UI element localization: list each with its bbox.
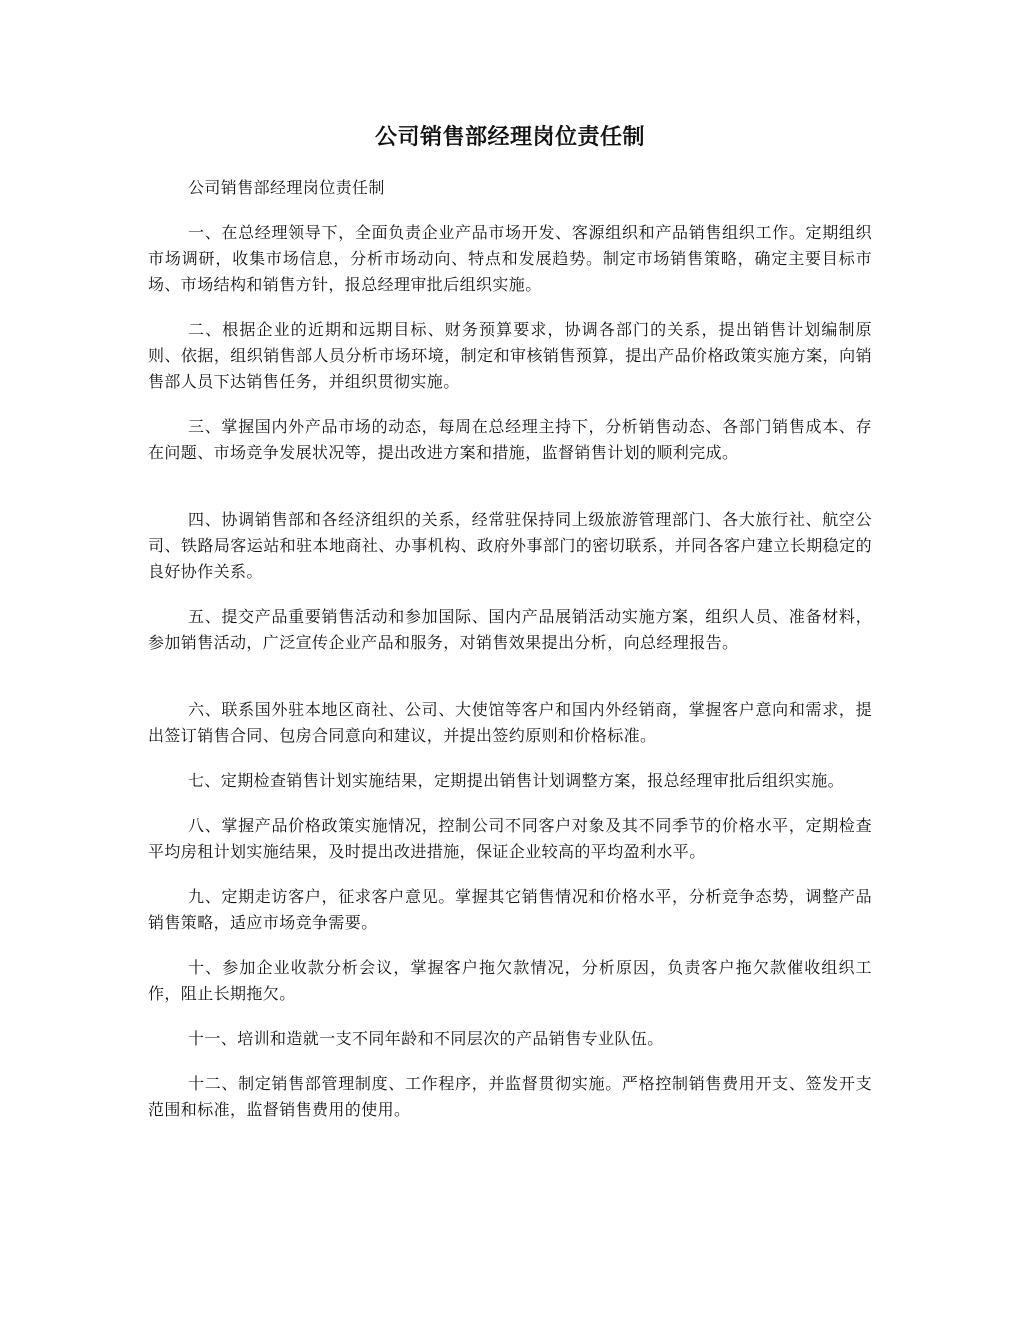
- paragraph-3: 三、掌握国内外产品市场的动态，每周在总经理主持下，分析销售动态、各部门销售成本、存在问题、市场竞争发展状况等，提出改进方案和措施，监督销售计划的顺利完成。: [148, 417, 872, 462]
- paragraph-11: 十一、培训和造就一支不同年龄和不同层次的产品销售专业队伍。: [188, 1029, 664, 1048]
- paragraph-7: 七、定期检查销售计划实施结果，定期提出销售计划调整方案，报总经理审批后组织实施。: [188, 771, 845, 790]
- document-title: 公司销售部经理岗位责任制: [374, 125, 645, 150]
- paragraph-1: 一、在总经理领导下，全面负责企业产品市场开发、客源组织和产品销售组织工作。定期组织市场调研，收集市场信息，分析市场动向、特点和发展趋势。制定市场销售策略，确定主要目标市场、市场结构和销售方针，报总经理审批后组织实施。: [148, 223, 872, 294]
- document-subtitle: 公司销售部经理岗位责任制: [188, 178, 385, 197]
- document-body: [148, 175, 872, 1123]
- paragraph-6: 六、联系国外驻本地区商社、公司、大使馆等客户和国内外经销商，掌握客户意向和需求，提出签订销售合同、包房合同意向和建议，并提出签约原则和价格标准。: [148, 700, 872, 745]
- paragraph-9: 九、定期走访客户，征求客户意见。掌握其它销售情况和价格水平，分析竞争态势，调整产品销售策略，适应市场竞争需要。: [148, 887, 872, 932]
- paragraph-2: 二、根据企业的近期和远期目标、财务预算要求，协调各部门的关系，提出销售计划编制原则、依据，组织销售部人员分析市场环境，制定和审核销售预算，提出产品价格政策实施方案，向销售部人员下达销售任务，并组织贯彻实施。: [148, 320, 872, 391]
- paragraph-8: 八、掌握产品价格政策实施情况，控制公司不同客户对象及其不同季节的价格水平，定期检查平均房租计划实施结果，及时提出改进措施，保证企业较高的平均盈利水平。: [148, 816, 872, 861]
- paragraph-10: 十、参加企业收款分析会议，掌握客户拖欠款情况，分析原因，负责客户拖欠款催收组织工作，阻止长期拖欠。: [148, 958, 872, 1003]
- paragraph-5: 五、提交产品重要销售活动和参加国际、国内产品展销活动实施方案，组织人员、准备材料，参加销售活动，广泛宣传企业产品和服务，对销售效果提出分析，向总经理报告。: [148, 607, 872, 652]
- paragraph-12: 十二、制定销售部管理制度、工作程序，并监督贯彻实施。严格控制销售费用开支、签发开支范围和标准，监督销售费用的使用。: [148, 1074, 872, 1119]
- paragraph-4: 四、协调销售部和各经济组织的关系，经常驻保持同上级旅游管理部门、各大旅行社、航空公司、铁路局客运站和驻本地商社、办事机构、政府外事部门的密切联系，并同各客户建立长期稳定的良好协作关系。: [148, 510, 872, 581]
